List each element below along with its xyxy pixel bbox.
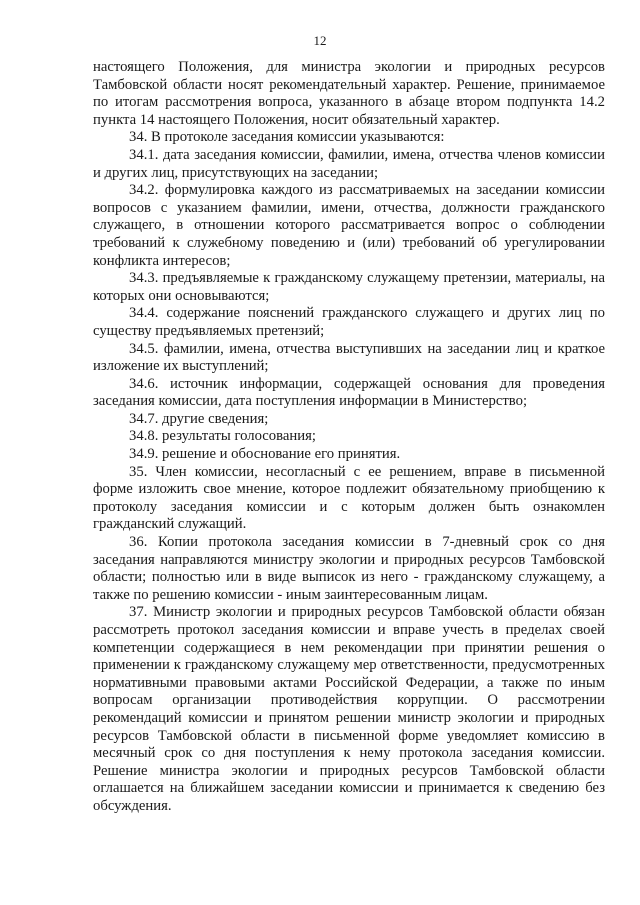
paragraph: 35. Член комиссии, несогласный с ее решением, вправе в письменной форме изложить свое мнение, которое подлежит обязательному приобщению к протоколу заседания комиссии и с которым должен быть ознакомлен гражданский служащий.	[93, 463, 605, 533]
paragraph: 34.8. результаты голосования;	[129, 428, 316, 445]
paragraph: 34.9. решение и обоснование его принятия.	[129, 446, 401, 463]
document-body	[93, 59, 605, 816]
paragraph: 34.5. фамилии, имена, отчества выступивших на заседании лиц и краткое изложение их выступлений;	[93, 340, 605, 375]
paragraph: настоящего Положения, для министра экологии и природных ресурсов Тамбовской области носят рекомендательный характер. Решение, принимаемое по итогам рассмотрения вопроса, указанного в абзаце втором подпункта 14.2 пункта 14 настоящего Положения, носит обязательный характер.	[93, 59, 605, 128]
paragraph: 34.7. другие сведения;	[129, 410, 269, 427]
paragraph: 37. Министр экологии и природных ресурсов Тамбовской области обязан рассмотреть протокол заседания комиссии и вправе учесть в пределах своей компетенции содержащиеся в нем рекомендации при принятии решения о применении к гражданскому служащему мер ответственности, предусмотренных нормативными правовыми актами Российской Федерации, а также по иным вопросам организации противодействия коррупции. О рассмотрении рекомендаций комиссии и принятом решении министр экологии и природных ресурсов Тамбовской области в письменной форме уведомляет комиссию в месячный срок со дня поступления к нему протокола заседания комиссии. Решение министра экологии и природных ресурсов Тамбовской области оглашается на ближайшем заседании комиссии и принимается к сведению без обсуждения.	[93, 604, 605, 814]
paragraph: 34.3. предъявляемые к гражданскому служащему претензии, материалы, на которых они основываются;	[93, 270, 605, 304]
paragraph: 36. Копии протокола заседания комиссии в 7-дневный срок со дня заседания направляются министру экологии и природных ресурсов Тамбовской области; полностью или в виде выписок из него - гражданскому служащему, а также по решению комиссии - иным заинтересованным лицам.	[93, 534, 605, 603]
paragraph: 34.1. дата заседания комиссии, фамилии, имена, отчества членов комиссии и других лиц, присутствующих на заседании;	[93, 146, 605, 181]
paragraph: 34.6. источник информации, содержащей основания для проведения заседания комиссии, дата поступления информации в Министерство;	[93, 375, 605, 410]
page-number: 12	[313, 33, 327, 48]
paragraph: 34.4. содержание пояснений гражданского служащего и других лиц по существу предъявляемых претензий;	[93, 305, 605, 339]
paragraph: 34.2. формулировка каждого из рассматриваемых на заседании комиссии вопросов с указанием фамилии, имени, отчества, должности гражданского служащего, в отношении которого рассматривается вопрос о соблюдении требований к служебному поведению и (или) требований об урегулировании конфликта интересов;	[93, 182, 605, 269]
paragraph: 34. В протоколе заседания комиссии указываются:	[129, 129, 445, 146]
